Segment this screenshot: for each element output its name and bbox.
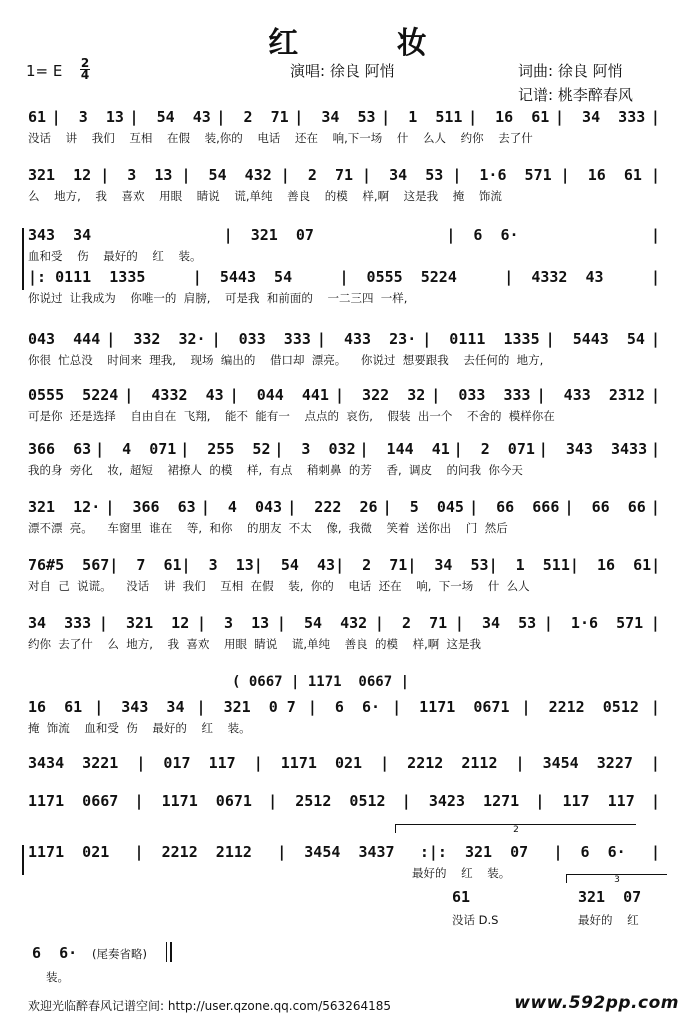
- time-signature: [80, 58, 90, 81]
- measure-notes: | 321 07: [223, 226, 314, 244]
- score-system: [28, 614, 660, 651]
- lyrics-line: 掩 饰流 血和受 伤 最好的 红 装。: [28, 721, 251, 735]
- final-notes: 6 6·: [32, 944, 78, 962]
- score-system: [28, 556, 660, 593]
- score-system: [28, 268, 660, 305]
- measure-notes: | 34 333: [554, 108, 646, 126]
- measure-notes: | 2212 0512: [521, 698, 639, 716]
- measure-notes: | 1171 0671: [134, 792, 252, 810]
- measure-notes: | 033 333: [431, 386, 531, 404]
- measure-notes: | 6 6·: [553, 843, 626, 861]
- measure-notes: | 255 52: [180, 440, 271, 458]
- measure-notes: |: [650, 498, 660, 516]
- measure-notes: |: [651, 556, 661, 574]
- measure-notes: | 433 2312: [536, 386, 645, 404]
- measure-notes: | 4 071: [95, 440, 177, 458]
- coda-a-notes: 61: [452, 888, 471, 906]
- score-system: [28, 698, 660, 735]
- measure-notes: 343 34: [28, 226, 92, 244]
- measure-notes: | 3454 3227: [515, 754, 633, 772]
- measure-notes: |: [650, 698, 660, 716]
- score-system: [28, 792, 660, 810]
- measure-notes: 1171 0667: [28, 792, 119, 810]
- measure-notes: | 16 61: [468, 108, 550, 126]
- measure-notes: | 6 6·: [446, 226, 519, 244]
- lyrics-line: 漂不漂 亮。 车窗里 谁在 等, 和你 的朋友 不太 像, 我微 笑着 送你出 门 然后: [28, 521, 508, 535]
- measure-notes: | 2 71: [216, 108, 289, 126]
- final-barline: [166, 942, 172, 962]
- measure-notes: | 144 41: [359, 440, 450, 458]
- measure-notes: | 1 511: [488, 556, 570, 574]
- measure-notes: |: [650, 108, 660, 126]
- measure-notes: 321 12·: [28, 498, 101, 516]
- measure-notes: | 7 61: [109, 556, 182, 574]
- lyrics-line: 你很 忙总没 时间来 理我, 现场 编出的 借口却 漂亮。 你说过 想要跟我 去任何的 地方,: [28, 353, 544, 367]
- measure-notes: | 2 71: [280, 166, 354, 184]
- time-signature-bottom: 4: [80, 68, 90, 82]
- measure-notes: | 322 32: [334, 386, 426, 404]
- measure-notes: | 5443 54: [192, 268, 293, 286]
- measure-notes: |: [650, 166, 660, 184]
- measure-notes: | 1171 0671: [392, 698, 510, 716]
- transcriber: 记谱: 桃李醉春风: [518, 86, 633, 104]
- final-lyrics: 装。: [46, 970, 69, 984]
- measure-notes: | 16 61: [569, 556, 652, 574]
- measure-notes: | 4 043: [200, 498, 283, 516]
- measure-notes: 1171 021: [28, 843, 110, 861]
- measure-notes: |: [650, 330, 660, 348]
- measure-notes: |: [650, 440, 660, 458]
- singers: 演唱: 徐良 阿悄: [290, 62, 395, 80]
- measure-notes: | 54 43: [253, 556, 336, 574]
- measure-notes: | 5443 54: [545, 330, 645, 348]
- score-system: [28, 440, 660, 477]
- measure-notes: |: 0111 1335: [28, 268, 146, 286]
- section-bracket: [22, 845, 24, 875]
- measure-notes: 0555 5224: [28, 386, 119, 404]
- measure-notes: | 017 117: [136, 754, 236, 772]
- site-watermark: www.592pp.com: [514, 993, 679, 1013]
- measure-notes: | 2 71: [374, 614, 448, 632]
- measure-notes: | 321 0 7: [196, 698, 296, 716]
- lyrics-line: 最好的 红 装。: [412, 866, 511, 880]
- measure-notes: | 5 045: [382, 498, 464, 516]
- measure-notes: | 332 32·: [106, 330, 206, 348]
- measure-notes: | 2512 0512: [268, 792, 386, 810]
- measure-notes: | 3454 3437: [277, 843, 395, 861]
- measure-notes: | 033 333: [211, 330, 311, 348]
- measure-notes: | 117 117: [535, 792, 635, 810]
- volta-2: 2: [395, 824, 636, 833]
- coda-b-lyrics: 最好的 红: [578, 913, 639, 927]
- measure-notes: | 4332 43: [124, 386, 224, 404]
- measure-notes: | 1·6 571: [543, 614, 644, 632]
- score-system: [28, 226, 660, 263]
- footer-credit: 欢迎光临醉春风记谱空间: http://user.qzone.qq.com/563264185: [28, 999, 392, 1013]
- measure-notes: |: [650, 614, 660, 632]
- measure-notes: | 4332 43: [504, 268, 604, 286]
- measure-notes: | 34 53: [294, 108, 376, 126]
- measure-notes: | 0555 5224: [339, 268, 457, 286]
- measure-notes: | 366 63: [105, 498, 196, 516]
- measure-notes: |: [650, 268, 660, 286]
- measure-notes: | 1·6 571: [452, 166, 552, 184]
- lyrics-line: 约你 去了什 么 地方, 我 喜欢 用眼 睛说 谎,单纯 善良 的模 样,啊 这是我: [28, 637, 482, 651]
- measure-notes: | 3 13: [100, 166, 173, 184]
- volta-3: 3: [566, 874, 667, 883]
- measure-notes: |: [650, 386, 660, 404]
- measure-notes: | 343 34: [94, 698, 185, 716]
- measure-notes: | 16 61: [560, 166, 642, 184]
- lyrics-line: 我的身 旁化 妆, 超短 裙撩人 的模 样, 有点 稍刺鼻 的芳 香, 调皮 的问我 你今天: [28, 463, 523, 477]
- score-system: [28, 498, 660, 535]
- lyrics-line: 可是你 还是选择 自由自在 飞翔, 能不 能有一 点点的 哀伤, 假装 出一个 不舍的 模样你在: [28, 409, 555, 423]
- measure-notes: | 54 432: [276, 614, 368, 632]
- coda-b-notes: 321 07: [578, 888, 642, 906]
- final-omitted-note: (尾奏省略): [92, 947, 147, 961]
- measure-notes: |: [650, 754, 660, 772]
- measure-notes: | 3423 1271: [401, 792, 520, 810]
- measure-notes: | 2212 2112: [380, 754, 498, 772]
- lyrics-line: 么 地方, 我 喜欢 用眼 睛说 谎,单纯 善良 的模 样,啊 这是我 掩 饰流: [28, 189, 502, 203]
- measure-notes: 321 12: [28, 166, 92, 184]
- measure-notes: | 3 13: [181, 556, 254, 574]
- measure-notes: 76#5 567: [28, 556, 110, 574]
- measure-notes: 043 444: [28, 330, 101, 348]
- section-bracket: [22, 228, 24, 290]
- measure-notes: 3434 3221: [28, 754, 119, 772]
- lyrics-line: 你说过 让我成为 你唯一的 肩膀, 可是我 和前面的 一二三四 一样,: [28, 291, 408, 305]
- measure-notes: | 2 71: [335, 556, 408, 574]
- measure-notes: :|: 321 07: [419, 843, 529, 861]
- time-signature-top: 2: [80, 56, 90, 70]
- score-system: [28, 108, 660, 145]
- measure-notes: | 1171 021: [253, 754, 363, 772]
- measure-notes: | 3 13: [51, 108, 124, 126]
- measure-notes: 34 333: [28, 614, 92, 632]
- measure-notes: | 6 6·: [307, 698, 381, 716]
- credits: 词曲: 徐良 阿悄: [518, 62, 623, 80]
- measure-notes: | 54 432: [181, 166, 272, 184]
- coda-a-lyrics: 没话 D.S: [452, 913, 499, 927]
- measure-notes: | 34 53: [407, 556, 489, 574]
- score-system: [28, 386, 660, 423]
- measure-notes: | 321 12: [98, 614, 190, 632]
- score-system: [28, 166, 660, 203]
- intro-bracket-notes: ( 0667 | 1171 0667 |: [232, 674, 410, 690]
- measure-notes: | 2212 2112: [134, 843, 252, 861]
- measure-notes: | 3 032: [274, 440, 356, 458]
- song-title: 红 妆: [268, 26, 471, 61]
- measure-notes: 16 61: [28, 698, 83, 716]
- measure-notes: | 044 441: [229, 386, 329, 404]
- measure-notes: | 222 26: [287, 498, 378, 516]
- score-system: [28, 330, 660, 367]
- key-signature: 1= E: [26, 62, 63, 80]
- measure-notes: |: [650, 843, 660, 861]
- measure-notes: | 66 66: [564, 498, 646, 516]
- lyrics-line: 没话 讲 我们 互相 在假 装,你的 电话 还在 响,下一场 什 么人 约你 去了什: [28, 131, 533, 145]
- measure-notes: | 34 53: [362, 166, 444, 184]
- measure-notes: |: [650, 226, 660, 244]
- measure-notes: | 3 13: [196, 614, 270, 632]
- measure-notes: 366 63: [28, 440, 92, 458]
- measure-notes: |: [650, 792, 660, 810]
- measure-notes: | 66 666: [469, 498, 560, 516]
- score-system: [28, 754, 660, 772]
- measure-notes: | 343 3433: [538, 440, 648, 458]
- measure-notes: | 54 43: [129, 108, 211, 126]
- measure-notes: 61: [28, 108, 47, 126]
- lyrics-line: 对自 己 说谎。 没话 讲 我们 互相 在假 装, 你的 电话 还在 响, 下一场 什 么人: [28, 579, 530, 593]
- measure-notes: | 2 071: [453, 440, 535, 458]
- lyrics-line: 血和受 伤 最好的 红 装。: [28, 249, 202, 263]
- measure-notes: | 433 23·: [316, 330, 417, 348]
- measure-notes: | 1 511: [381, 108, 463, 126]
- measure-notes: | 34 53: [454, 614, 537, 632]
- measure-notes: | 0111 1335: [422, 330, 540, 348]
